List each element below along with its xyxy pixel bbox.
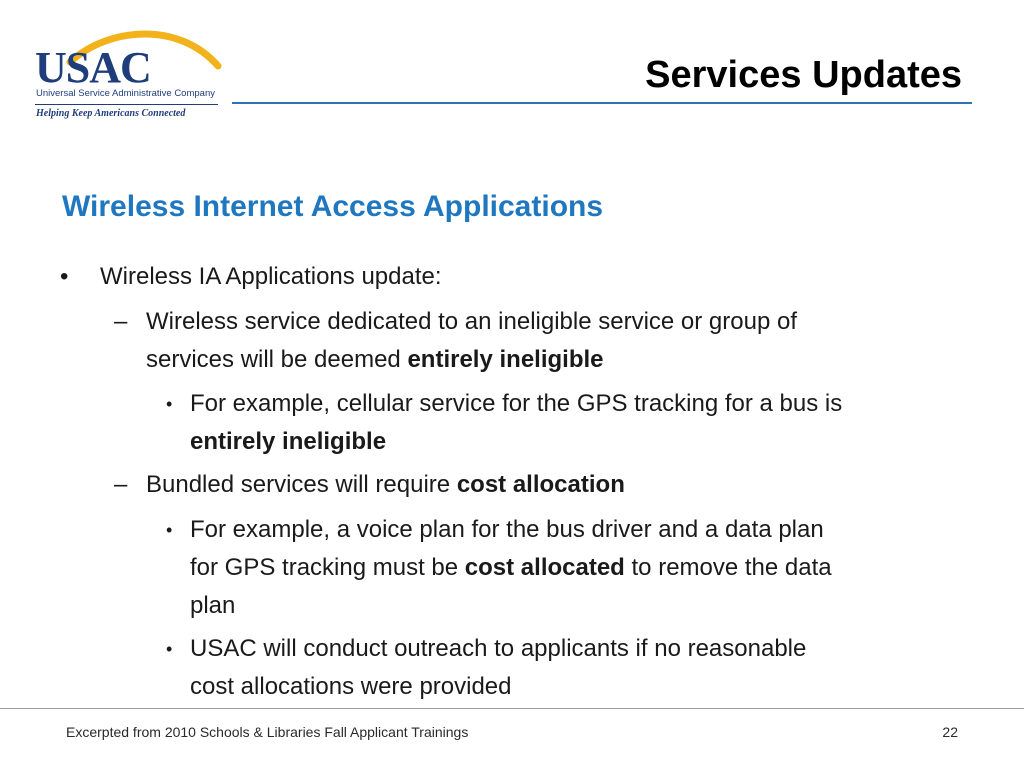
bullet-level3: [166, 630, 970, 706]
bullet-level2: [114, 466, 936, 504]
bullet-text: to remove the data: [624, 554, 832, 581]
title-divider: [232, 102, 972, 104]
logo-company-name: Universal Service Administrative Company: [36, 88, 215, 99]
bullet-text: Bundled services will require: [146, 471, 457, 498]
bullet-level2: [114, 303, 936, 379]
page-number: 22: [942, 724, 958, 740]
bullet-level3: [166, 511, 970, 625]
bullet-text-line: [190, 549, 970, 587]
footer-source: Excerpted from 2010 Schools & Libraries Fall Applicant Trainings: [66, 724, 469, 740]
bold-phrase: entirely ineligible: [407, 346, 604, 373]
bullet-marker: •: [166, 639, 173, 659]
logo-wordmark: USAC: [35, 43, 151, 92]
bullet-text-line: Wireless service dedicated to an ineligible service or group of: [146, 308, 797, 335]
bullet-text-line: [190, 423, 970, 461]
bullet-text: for GPS tracking must be: [190, 554, 465, 581]
bold-phrase: cost allocation: [456, 471, 625, 498]
bold-phrase: entirely ineligible: [190, 428, 387, 455]
bullet-text-line: USAC will conduct outreach to applicants if no reasonable: [190, 635, 807, 662]
slide-title: Services Updates: [645, 54, 962, 96]
bullet-level1: [60, 258, 980, 296]
bullet-text-line: plan: [190, 592, 236, 619]
bullet-text-line: For example, a voice plan for the bus driver and a data plan: [190, 516, 824, 543]
bullet-text: Wireless IA Applications update:: [100, 263, 442, 290]
dash-marker: –: [114, 308, 128, 335]
bullet-text-line: [146, 341, 936, 379]
bullet-marker: •: [60, 263, 69, 290]
bullet-text-line: [146, 466, 936, 504]
bullet-level3: [166, 385, 970, 461]
section-heading: Wireless Internet Access Applications: [62, 190, 604, 223]
bold-phrase: cost allocated: [464, 554, 625, 581]
bullet-marker: •: [166, 394, 173, 414]
footer-divider: [0, 708, 1024, 709]
bullet-text-line: For example, cellular service for the GPS tracking for a bus is: [190, 390, 843, 417]
bullet-text: services will be deemed: [146, 346, 408, 373]
dash-marker: –: [114, 471, 128, 498]
logo-tagline: Helping Keep Americans Connected: [36, 108, 186, 119]
usac-logo: [30, 28, 230, 128]
bullet-text-line: cost allocations were provided: [190, 673, 512, 700]
logo-divider: [35, 104, 218, 105]
bullet-marker: •: [166, 520, 173, 540]
